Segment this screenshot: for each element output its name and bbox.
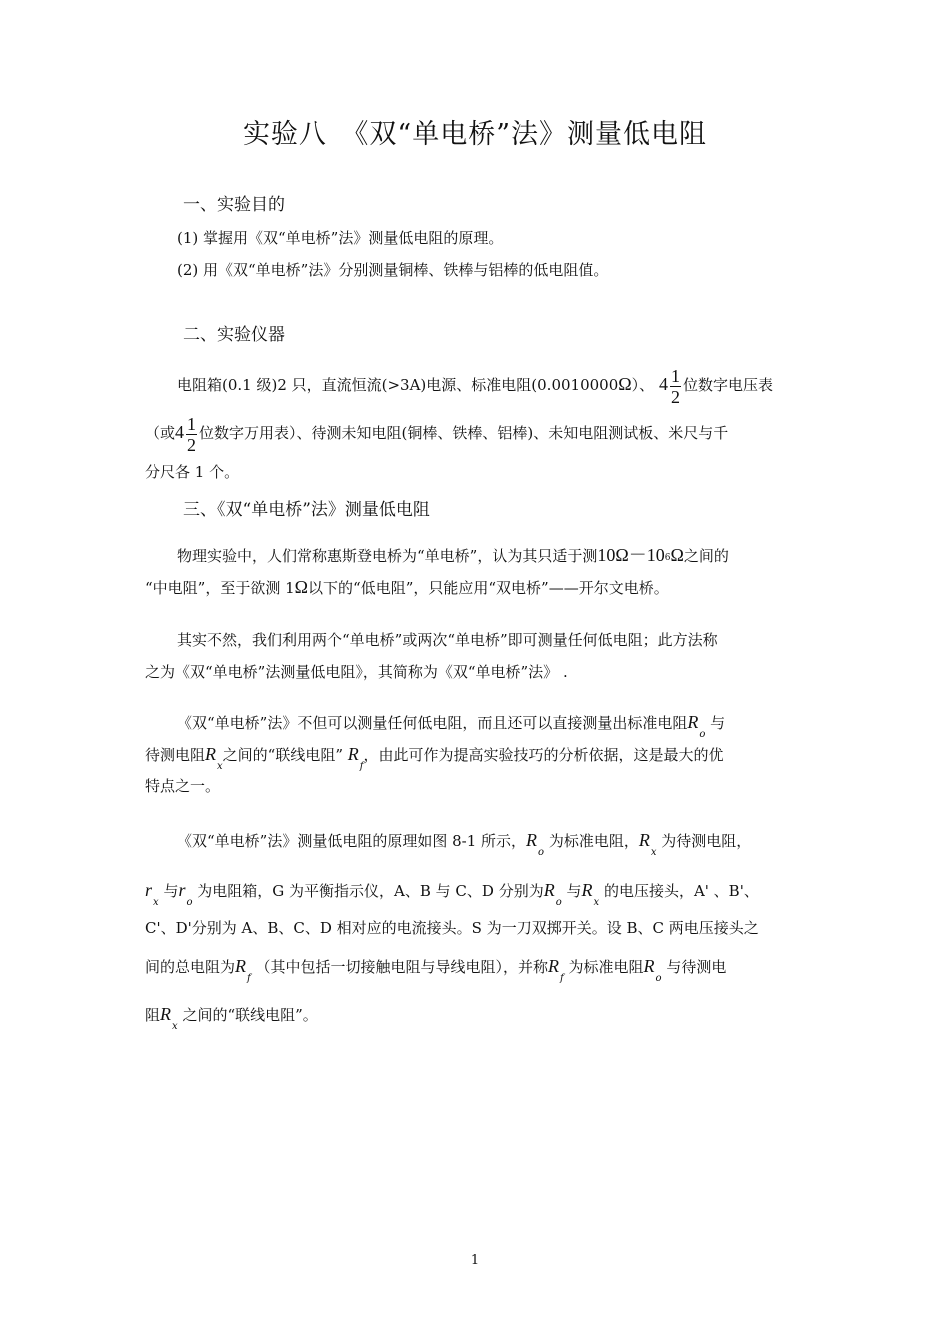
symbol-R: R bbox=[581, 880, 593, 900]
symbol-R: R bbox=[687, 712, 699, 732]
para2-line2: 之为《双“单电桥”法测量低电阻》，其简称为《双“单电桥”法》 . bbox=[145, 663, 568, 681]
fraction-whole: 4 bbox=[658, 374, 668, 394]
symbol-r: r bbox=[178, 880, 186, 900]
section-heading-method: 三、《双“单电桥”法》测量低电阻 bbox=[183, 500, 430, 520]
instruments-line-2: （或4 $\frac{1}{2}$ 位数字万用表）、待测未知电阻(铜棒、铁棒、铝棒)、未知电阻测试板、米尺与千 bbox=[145, 413, 729, 455]
para1-line2: “中电阻”，至于欲测 1Ω以下的“低电阻”，只能应用“双电桥”——开尔文电桥。 bbox=[145, 577, 669, 597]
symbol-R: R bbox=[548, 956, 560, 976]
para4-line1: 《双“单电桥”法》测量低电阻的原理如图 8-1 所示，$R_o$ 为标准电阻，$R_x$ 为待测电阻， bbox=[177, 830, 752, 858]
para4-line4: 间的总电阻为$R_f$ （其中包括一切接触电阻与导线电阻），并称$R_f$ 为标准电阻$R_o$ 与待测电 bbox=[145, 956, 727, 984]
symbol-R: R bbox=[643, 956, 655, 976]
purpose-item-1: (1) 掌握用《双“单电桥”法》测量低电阻的原理。 bbox=[177, 229, 504, 247]
para4-line2: $r_x$ 与$r_o$ 为电阻箱，G 为平衡指示仪，A、B 与 C、D 分别为$R_o$ 与$R_x$ 的电压接头，A' 、B'、 bbox=[145, 880, 759, 908]
symbol-R: R bbox=[638, 830, 650, 850]
section-heading-purpose: 一、实验目的 bbox=[183, 195, 285, 215]
page-title: 实验八 《双“单电桥”法》测量低电阻 bbox=[242, 119, 708, 150]
para2-line1: 其实不然，我们利用两个“单电桥”或两次“单电桥”即可测量任何低电阻；此方法称 bbox=[177, 631, 718, 649]
symbol-R: R bbox=[526, 830, 538, 850]
symbol-R: R bbox=[160, 1004, 172, 1024]
instruments-line-3: 分尺各 1 个。 bbox=[145, 463, 240, 481]
para3-line1: 《双“单电桥”法》不但可以测量任何低电阻，而且还可以直接测量出标准电阻$R_o$ 与 bbox=[177, 712, 726, 740]
purpose-item-2: (2) 用《双“单电桥”法》分别测量铜棒、铁棒与铝棒的低电阻值。 bbox=[177, 261, 609, 279]
fraction-half-2: $\frac{1}{2}$ bbox=[187, 413, 197, 455]
fraction-half: $\frac{1}{2}$ bbox=[670, 365, 680, 407]
section-heading-instruments: 二、实验仪器 bbox=[183, 325, 285, 345]
instruments-line-1: 电阻箱(0.1 级)2 只，直流恒流(>3A)电源、标准电阻(0.0010000Ω）、 4 $\frac{1}{2}$ 位数字电压表 bbox=[177, 365, 773, 407]
para3-line2: 待测电阻$R_x$之间的“联线电阻” $R_f$，由此可作为提高实验技巧的分析依据，这是最大的优 bbox=[145, 744, 724, 772]
symbol-R: R bbox=[235, 956, 247, 976]
para1-line1: 物理实验中，人们常称惠斯登电桥为“单电桥”，认为其只适于测10Ω－106Ω之间的 bbox=[177, 545, 729, 565]
symbol-R: R bbox=[347, 744, 359, 764]
symbol-R: R bbox=[543, 880, 555, 900]
fraction-whole-2: 4 bbox=[175, 422, 185, 442]
para4-line3: C'、D'分别为 A、B、C、D 相对应的电流接头。S 为一刀双掷开关。设 B、C 两电压接头之 bbox=[145, 919, 759, 937]
symbol-r: r bbox=[145, 880, 153, 900]
page-number: 1 bbox=[470, 1253, 480, 1268]
para4-line5: 阻$R_x$ 之间的“联线电阻”。 bbox=[145, 1004, 318, 1032]
para3-line3: 特点之一。 bbox=[145, 777, 221, 795]
symbol-R: R bbox=[205, 744, 217, 764]
